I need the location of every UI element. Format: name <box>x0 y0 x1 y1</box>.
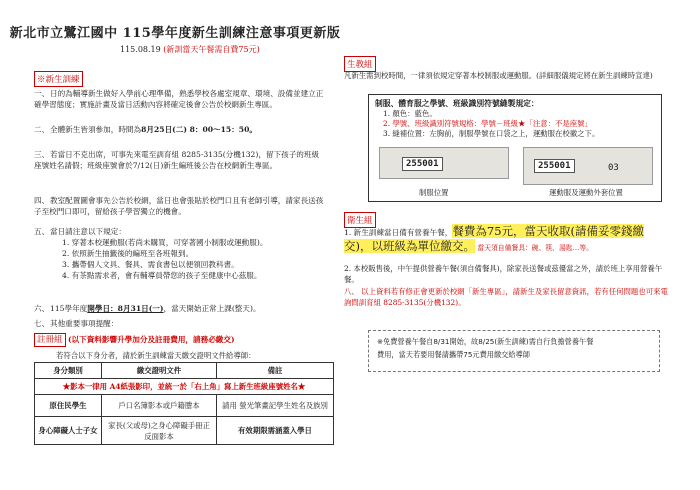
rule-2: 2. 依照新生抽籤後的編班至各班報到。 <box>62 249 194 258</box>
table-row: ★影本一律用 A4紙張影印，並統一於「右上角」寫上新生班級座號姓名★ <box>35 379 334 395</box>
health-item-2: 2. 本校販售後，中午提供營養午餐(須自備餐具)，除家長送餐或茲優當之外，請於班上享用營養午餐。 <box>344 264 663 284</box>
uniform-tag: 生教組 <box>344 56 376 72</box>
table-row: 原住民學生 戶口名簿影本或戶籍謄本 請用 螢光筆畫記學生姓名及族別 <box>35 395 334 417</box>
date-note: (新訓當天午餐需自費75元) <box>163 45 260 54</box>
documents-table <box>34 362 334 445</box>
registration-note <box>34 333 235 345</box>
docs-intro: 若符合以下身分者，請於新生訓練當天繳交證明文件給導師： <box>56 351 256 360</box>
table-row: 身心障礙人士子女 家長(父或母)之身心障礙手冊正反面影本 有效期限需涵蓋入學日 <box>35 417 334 445</box>
rule-format: 2. 學號、班級識別符號規格：學號－班級★「注意：不是座號」 <box>383 119 592 128</box>
rule-3: 3. 攜帶個人文具、餐具、需食書包以便領回教科書。 <box>62 260 239 269</box>
update-notice: 八、 以上資料若有修正會更新於校網「新生專區」，請新生及家長留意資訊，若有任何問題也可來電詢問訓育組 8285-3135(分機132)。 <box>344 287 668 307</box>
table-header: 身分類別 繳交證明文件 備註 <box>35 363 334 379</box>
uniform-intro: 凡新生需到校時間，一律須依規定穿著本校制服或運動服。(詳細服儀規定將在新生訓練時宣達) <box>344 71 653 80</box>
item-4: 四、教室配置圖會事先公告於校網，當日也會張貼於校門口且有老師引導，請家長送孩子至校門口即可，留給孩子學習獨立的機會。 <box>34 196 324 216</box>
student-id-label: 255001 <box>534 159 575 173</box>
registration-tag: 註冊組 <box>34 333 66 347</box>
rules-title: 制服、體育服之學號、班級識別符號縫製規定： <box>375 99 539 108</box>
date: 115.08.19 <box>120 45 161 54</box>
item-1: 一、日的為輔導新生做好入學前心理準備，熟悉學校各處室規章、環境、設備並建立正確學習態度；實施計畫及當日活動內容將確定後會公告於校網新生專區。 <box>34 89 324 109</box>
rule-1: 1. 穿著本校運動服(若尚未購買，可穿著國小制服或運動服)。 <box>62 238 268 247</box>
free-lunch-notice: ※免費營養午餐自8/31開始，故8/25(新生訓練)需自行負擔營養午餐 費用，當天若要用餐請攜帶75元費用繳交給導師 <box>368 330 660 372</box>
registration-warning: (以下資料影響升學加分及註冊費用，請務必繳交) <box>67 335 235 344</box>
item-2: 二、全體新生皆須參加，時間為8月25日(二) 8：00～15：50。 <box>34 125 257 134</box>
date-line <box>120 44 260 55</box>
student-id-label: 255001 <box>402 157 443 171</box>
item-7: 七、其他重要事項提醒： <box>34 319 119 328</box>
training-tag: ※新生訓練 <box>34 71 83 87</box>
item-5: 五、當日請注意以下規定： 1. 穿著本校運動服(若尚未購買，可穿著國小制服或運動服)。 2. 依照新生抽籤後的編班至各班報到。 3. 攜帶個人文具、餐具、需食書包以便領回教科書。 4. 有茶點需求者，會有輔導員帶您的孩子至健康中心茲服。 <box>34 226 324 281</box>
item-6: 六、115學年度開學日：8月31日(一)，當天開始正常上課(整天)。 <box>34 304 261 313</box>
health-item-1: 1. 新生訓練當日備有營養午餐，餐費為75元，當天收取(請備妥零錢繳交)，以班級為單位繳交。 當天須自備餐具：碗、筷、湯匙…等。 <box>344 224 645 253</box>
rule-4: 4. 有茶點需求者，會有輔導員帶您的孩子至健康中心茲服。 <box>62 271 262 280</box>
uniform-caption: 制服位置 <box>419 188 449 197</box>
class-label: 03 <box>608 163 619 173</box>
page-title: 新北市立鷺江國中 115學年度新生訓練注意事項更新版 <box>9 26 341 41</box>
meal-fee-highlight: 餐費為75元，當天收取(請備妥零錢繳交)，以班級為單位繳交。 <box>344 224 645 253</box>
sportswear-photo <box>523 147 653 185</box>
health-tag: 衛生組 <box>344 212 376 228</box>
uniform-rules-box <box>368 94 662 202</box>
uniform-photo <box>379 147 509 179</box>
utensils-note: 當天須自備餐具：碗、筷、湯匙…等。 <box>477 244 593 252</box>
item-3: 三、若當日不克出席，可事先來電至訓育組 8285-3135(分機132)，留下孩子的班級座號姓名請假；班級座號會於7/12(日)新生編班後公告在校網新生專區。 <box>34 150 320 170</box>
rule-color: 1. 顏色：藍色。 <box>383 109 437 118</box>
sportswear-caption: 運動服及運動外套位置 <box>549 188 623 197</box>
rule-position: 3. 縫補位置：左胸前，制服學號在口袋之上，運動服在校徽之下。 <box>383 129 600 138</box>
